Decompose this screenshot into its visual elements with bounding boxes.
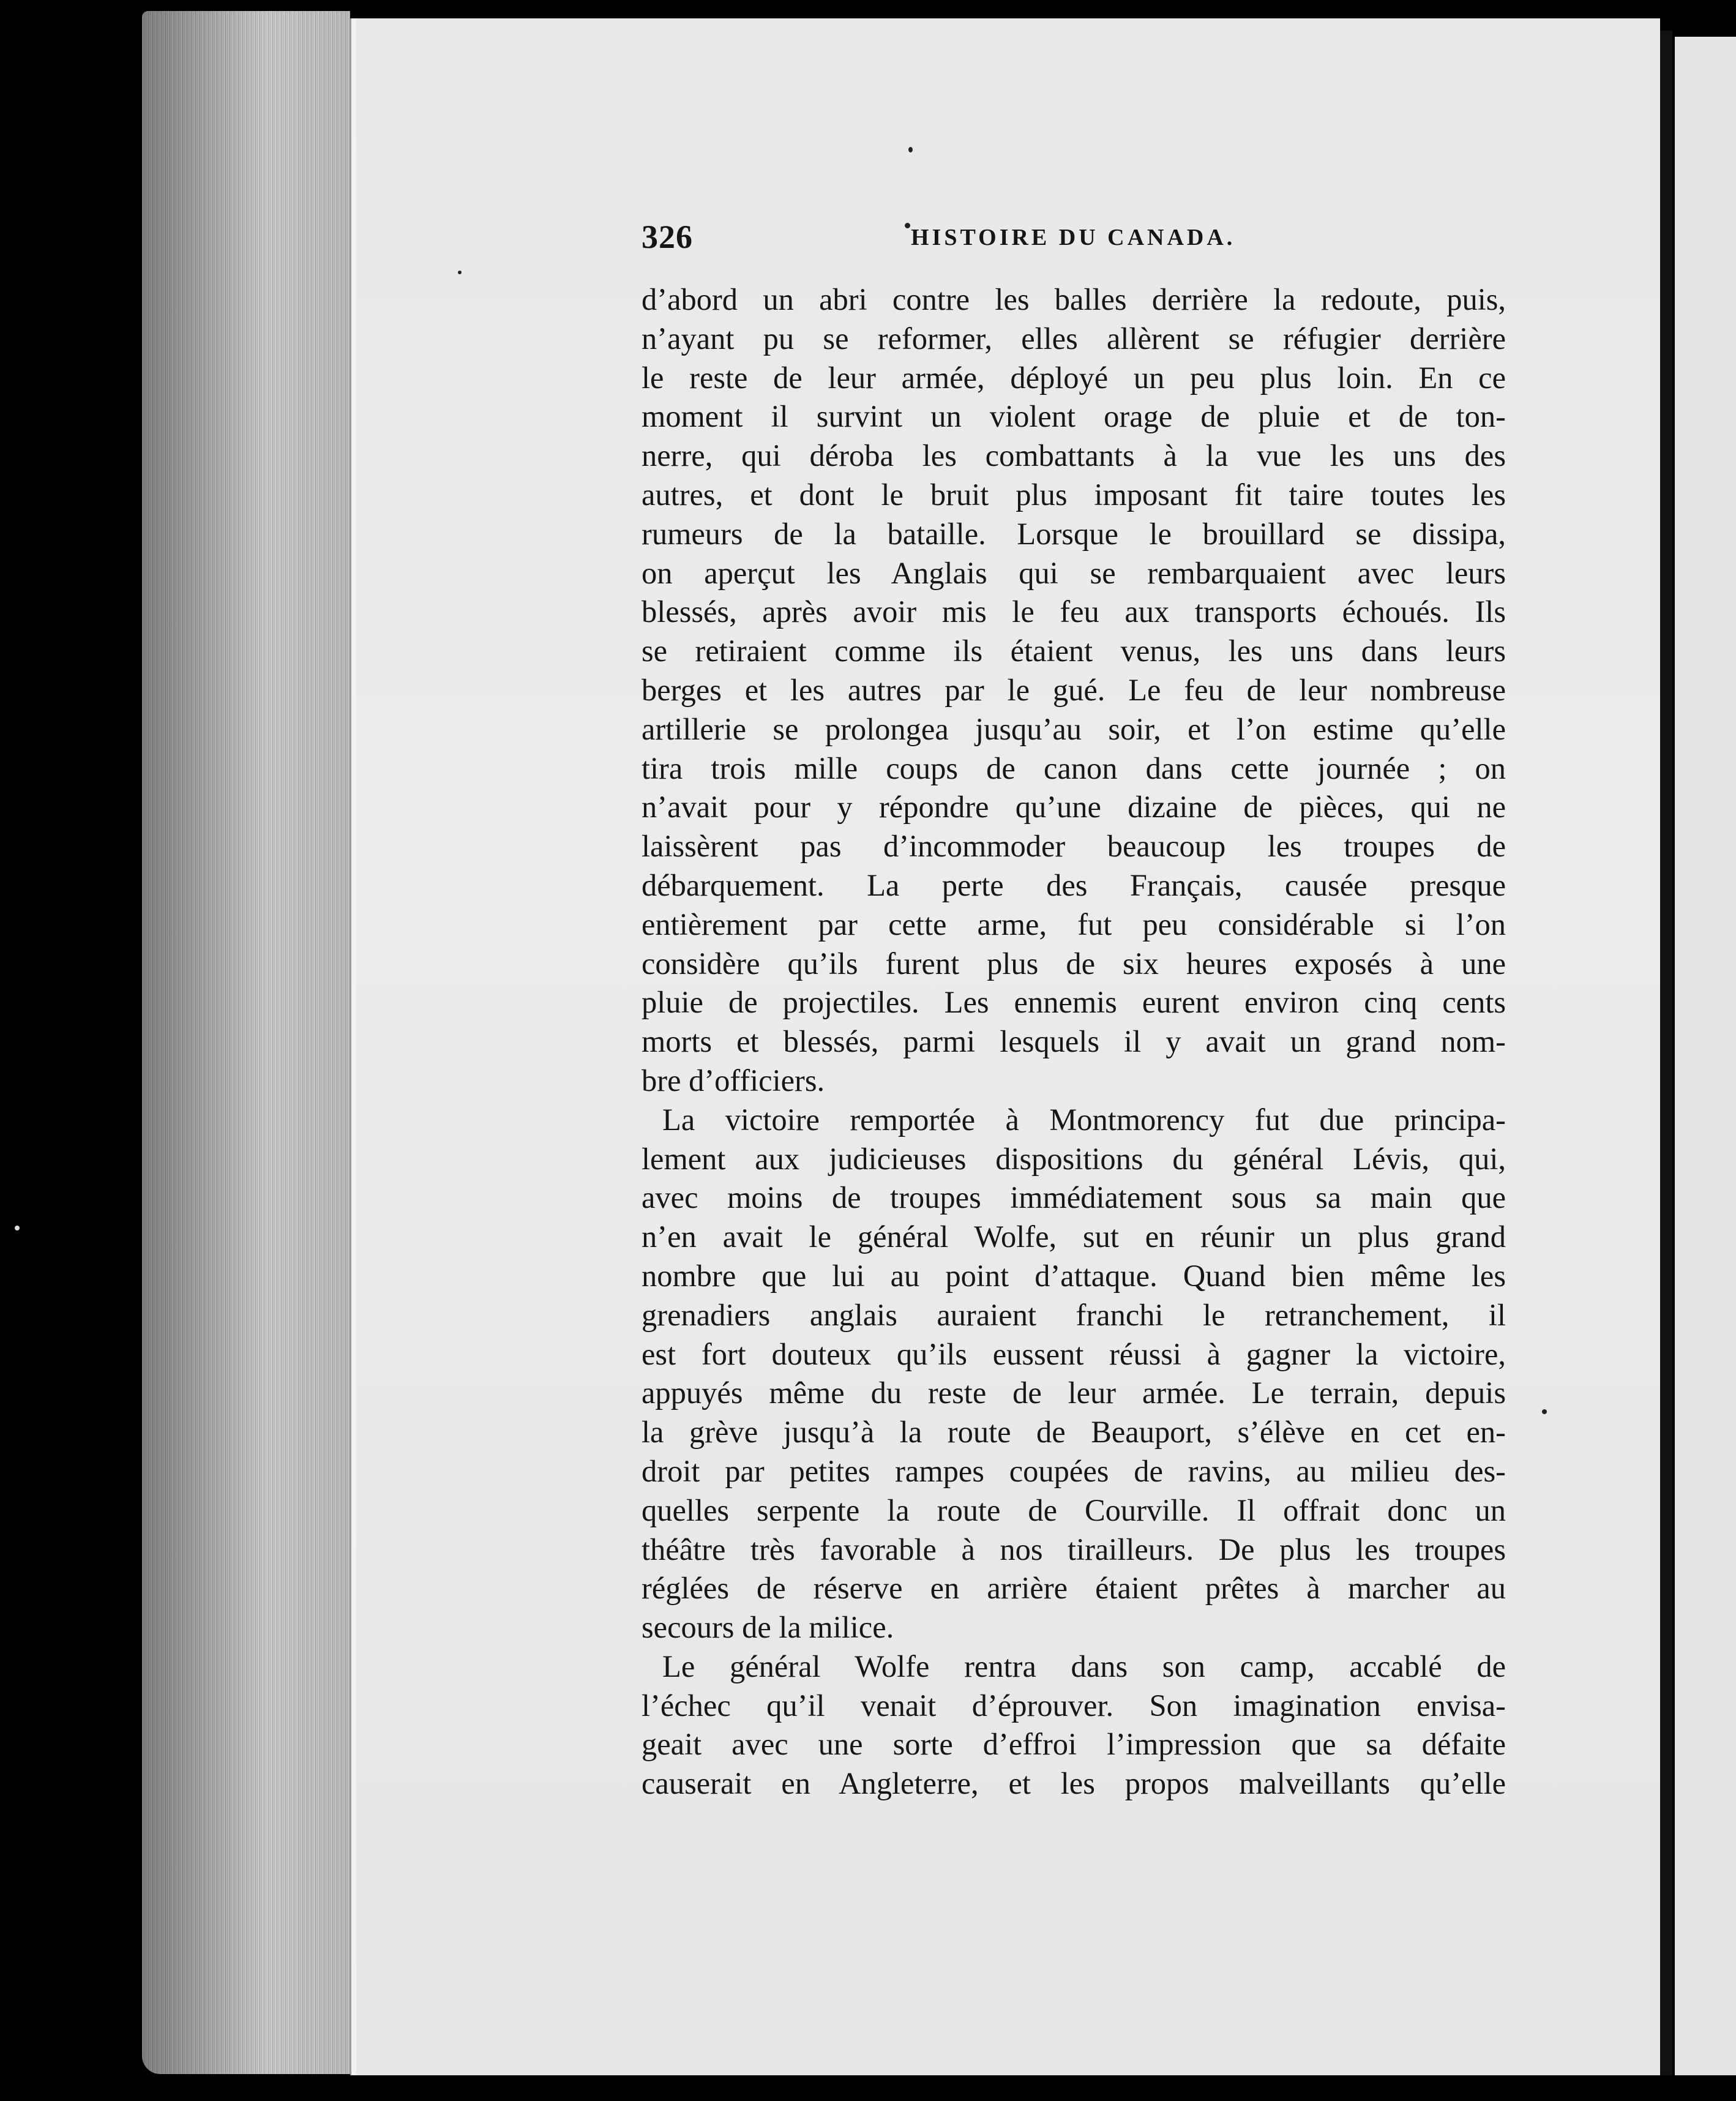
page-header [642, 218, 1498, 267]
text-line: entièrement par cette arme, fut peu considérable si l’on [642, 907, 1506, 942]
text-line: autres, et dont le bruit plus imposant fit taire toutes les [642, 477, 1506, 512]
scan-speck [15, 1226, 20, 1230]
text-line: considère qu’ils furent plus de six heures exposés à une [642, 946, 1506, 981]
scan-speck [458, 271, 462, 274]
page-edges-shadow [142, 11, 350, 2074]
text-line: on aperçut les Anglais qui se rembarquaient avec leurs [642, 555, 1506, 590]
text-line: tira trois mille coups de canon dans cette journée ; on [642, 751, 1506, 785]
text-line: n’avait pour y répondre qu’une dizaine de pièces, qui ne [642, 790, 1506, 825]
text-line: moment il survint un violent orage de pluie et de ton- [642, 399, 1506, 434]
text-line: nombre que lui au point d’attaque. Quand bien même les [642, 1258, 1506, 1293]
text-line: causerait en Angleterre, et les propos malveillants qu’elle [642, 1766, 1506, 1801]
facing-page-edge [1675, 37, 1736, 2075]
text-line: artillerie se prolongea jusqu’au soir, et l’on estime qu’elle [642, 711, 1506, 746]
text-line: quelles serpente la route de Courville. Il offrait donc un [642, 1492, 1506, 1527]
text-line: avec moins de troupes immédiatement sous sa main que [642, 1180, 1506, 1215]
paragraph [642, 280, 1506, 1101]
text-line: théâtre très favorable à nos tirailleurs. De plus les troupes [642, 1532, 1506, 1567]
text-line: appuyés même du reste de leur armée. Le terrain, depuis [642, 1376, 1506, 1410]
running-head: HISTOIRE DU CANADA. [911, 225, 1236, 250]
paragraph [642, 1101, 1506, 1647]
text-line: La victoire remportée à Montmorency fut due principa- [662, 1102, 1506, 1137]
text-line: Le général Wolfe rentra dans son camp, accablé de [662, 1649, 1506, 1683]
text-line: la grève jusqu’à la route de Beauport, s’élève en cet en- [642, 1415, 1506, 1450]
text-line: lement aux judicieuses dispositions du général Lévis, qui, [642, 1141, 1506, 1176]
text-line: est fort douteux qu’ils eussent réussi à gagner la victoire, [642, 1336, 1506, 1371]
text-line: morts et blessés, parmi lesquels il y avait un grand nom- [642, 1024, 1506, 1059]
text-line: pluie de projectiles. Les ennemis eurent environ cinq cents [642, 985, 1506, 1020]
text-line: le reste de leur armée, déployé un peu plus loin. En ce [642, 360, 1506, 395]
text-line: n’ayant pu se reformer, elles allèrent se réfugier derrière [642, 321, 1506, 356]
text-line: droit par petites rampes coupées de ravins, au milieu des- [642, 1453, 1506, 1488]
text-line: blessés, après avoir mis le feu aux transports échoués. Ils [642, 594, 1506, 629]
text-line: laissèrent pas d’incommoder beaucoup les troupes de [642, 829, 1506, 864]
text-line: n’en avait le général Wolfe, sut en réunir un plus grand [642, 1219, 1506, 1254]
text-line: rumeurs de la bataille. Lorsque le brouillard se dissipa, [642, 516, 1506, 551]
text-line: berges et les autres par le gué. Le feu de leur nombreuse [642, 672, 1506, 707]
page-gutter [350, 18, 356, 2075]
scan-speck [908, 147, 913, 152]
text-line: nerre, qui déroba les combattants à la vue les uns des [642, 438, 1506, 473]
scan-speck [1542, 1409, 1547, 1414]
text-line: d’abord un abri contre les balles derrière la redoute, puis, [642, 282, 1506, 316]
text-line: secours de la milice. [642, 1610, 894, 1645]
text-line: réglées de réserve en arrière étaient prêtes à marcher au [642, 1571, 1506, 1606]
page-number: 326 [642, 219, 693, 255]
text-line: grenadiers anglais auraient franchi le retranchement, il [642, 1297, 1506, 1332]
body-text [642, 280, 1506, 1803]
text-line: geait avec une sorte d’effroi l’impression que sa défaite [642, 1727, 1506, 1762]
text-line: bre d’officiers. [642, 1063, 825, 1098]
text-line: l’échec qu’il venait d’éprouver. Son imagination envisa- [642, 1688, 1506, 1723]
binding-shadow [1660, 31, 1672, 2075]
paragraph [642, 1647, 1506, 1803]
text-line: se retiraient comme ils étaient venus, les uns dans leurs [642, 634, 1506, 668]
text-line: débarquement. La perte des Français, causée presque [642, 867, 1506, 902]
